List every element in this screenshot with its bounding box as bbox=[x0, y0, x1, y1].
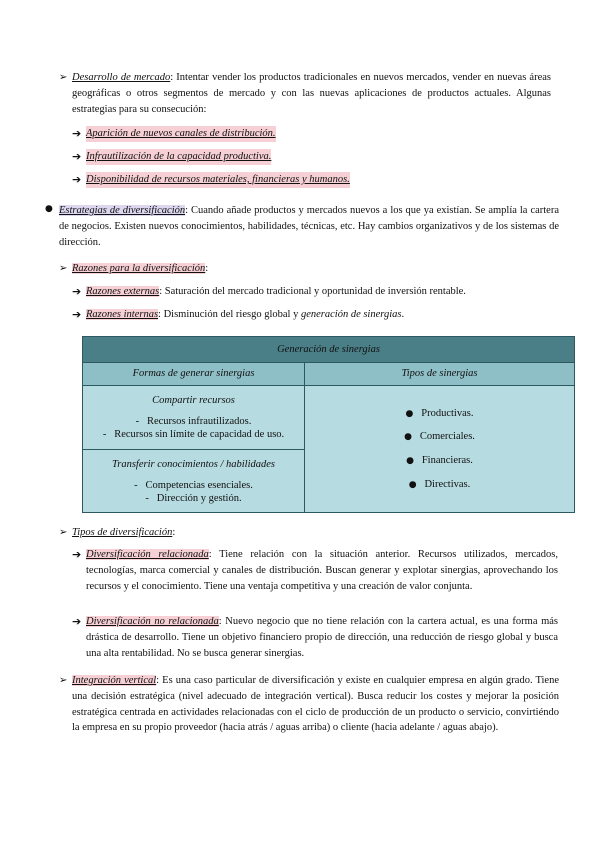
tipos-colon: : bbox=[172, 527, 176, 538]
razones-internas-end: . bbox=[401, 309, 405, 320]
section-estrategias-diversificacion bbox=[45, 203, 559, 250]
group-title: Transferir conocimientos / habilidades bbox=[111, 458, 276, 470]
table-list-item bbox=[305, 429, 574, 445]
term-diversificacion-relacionada: Diversificación relacionada bbox=[86, 549, 209, 560]
table-list-item bbox=[83, 428, 304, 441]
triangle-bullet-icon: ➢ bbox=[59, 527, 68, 538]
group-title: Compartir recursos bbox=[152, 395, 235, 407]
integracion-vertical-text: : Es una caso particular de diversificación y existe en cualquier empresa en algún grado. Tiene una decisión estratégica (nivel adecuado de integración vertical). Busca reducir los costes y mejorar la posición estratégica centrada en actividades relacionadas con el ciclo de producción de un producto o servicio, convirtiéndo la empresa en su propio proveedor (hacia atrás / aguas arriba) o cliente (hacia adelante / aguas abajo). bbox=[72, 675, 559, 734]
arrow-bullet-icon: ➔ bbox=[72, 127, 82, 140]
table-list-item bbox=[305, 477, 574, 493]
triangle-bullet-icon: ➢ bbox=[59, 72, 68, 83]
list-item bbox=[72, 172, 542, 188]
section-desarrollo-mercado bbox=[59, 70, 551, 117]
term-diversificacion-no-relacionada: Diversificación no relacionada bbox=[86, 616, 219, 627]
sinergias-table bbox=[82, 336, 575, 513]
desarrollo-mercado-text: : Intentar vender los productos tradicionales en nuevos mercados, vender en nuevas áreas geográficas o otros segmentos de mercado y con las nuevas aplicaciones de productos actuales. Algunas estrategias para su consecución: bbox=[72, 72, 551, 115]
dash-icon: - bbox=[145, 492, 149, 504]
term-tipos-diversificacion: Tipos de diversificación bbox=[72, 527, 173, 538]
diversificacion-relacionada-text: : Tiene relación con la situación anterior. Recursos utilizados, mercados, tecnologías, marca comercial y canales de distribución. Buscan generar y explotar sinergias, aprovechando los recursos y el conocimiento. Tiene una ventaja competitiva y una creación de valor conjunta. bbox=[86, 549, 558, 592]
razones-externas-line bbox=[86, 284, 466, 300]
item-text: Directivas. bbox=[424, 478, 471, 490]
desarrollo-mercado-paragraph bbox=[72, 70, 551, 117]
list-item bbox=[72, 307, 552, 323]
sinergias-italic: generación de sinergias bbox=[300, 309, 402, 320]
table-title: Generación de sinergias bbox=[83, 337, 575, 363]
term-integracion-vertical: Integración vertical bbox=[72, 675, 157, 686]
razones-internas-line bbox=[86, 307, 404, 323]
strategy-item-1: Aparición de nuevos canales de distribución. bbox=[86, 126, 276, 142]
bullet-icon: ● bbox=[406, 456, 414, 467]
razones-heading bbox=[72, 261, 208, 277]
table-list-item bbox=[83, 415, 304, 428]
section-integracion-vertical bbox=[59, 673, 559, 736]
diversificacion-text: : Cuando añade productos y mercados nuevos a los que ya existían. Se amplía la cartera de negocios. Existen nuevos conocimientos, habilidades, técnicas, etc. Hay cambios organizativos y de los sistemas de dirección. bbox=[59, 205, 559, 248]
integracion-vertical-paragraph bbox=[72, 673, 559, 736]
table-col-formas: Formas de generar sinergias bbox=[83, 363, 305, 386]
dash-icon: - bbox=[135, 416, 140, 428]
bullet-icon: ● bbox=[408, 479, 417, 490]
item-text: Competencias esenciales. bbox=[145, 479, 253, 491]
list-item bbox=[72, 547, 558, 594]
bullet-icon: ● bbox=[404, 432, 412, 443]
section-tipos-diversificacion bbox=[59, 525, 551, 541]
item-text: Recursos infrautilizados. bbox=[146, 416, 252, 428]
dash-icon: - bbox=[134, 479, 138, 491]
term-razones: Razones para la diversificación bbox=[72, 263, 206, 274]
item-text: Comerciales. bbox=[419, 431, 475, 443]
bullet-icon: ● bbox=[405, 408, 414, 419]
bullet-icon: ● bbox=[45, 204, 53, 214]
item-text: Financieras. bbox=[421, 455, 473, 467]
razones-externas-text: : Saturación del mercado tradicional y oportunidad de inversión rentable. bbox=[159, 286, 466, 297]
arrow-bullet-icon: ➔ bbox=[72, 308, 82, 321]
item-text: Productivas. bbox=[421, 407, 474, 419]
term-desarrollo-mercado: Desarrollo de mercado bbox=[72, 72, 171, 83]
list-item bbox=[72, 126, 542, 142]
list-item bbox=[72, 284, 552, 300]
term-razones-externas: Razones externas bbox=[86, 286, 160, 297]
diversificacion-no-relacionada-paragraph bbox=[86, 614, 558, 661]
diversificacion-relacionada-paragraph bbox=[86, 547, 558, 594]
term-estrategias-diversificacion: Estrategias de diversificación bbox=[59, 205, 186, 216]
arrow-bullet-icon: ➔ bbox=[72, 285, 82, 298]
cell-transferir-conocimientos bbox=[83, 449, 305, 512]
term-razones-internas: Razones internas bbox=[86, 309, 159, 320]
item-text: Recursos sin límite de capacidad de uso. bbox=[114, 429, 285, 441]
triangle-bullet-icon: ➢ bbox=[59, 263, 68, 274]
table-list-item bbox=[305, 453, 574, 469]
diversificacion-paragraph bbox=[59, 203, 559, 250]
dash-icon: - bbox=[102, 429, 107, 441]
diversificacion-no-relacionada-text: : Nuevo negocio que no tiene relación con la cartera actual, es una forma más drástica de desarrollo. Tiene un objetivo financiero propio de dirección, una reducción de riesgo global y busca una alta rentabilidad. No se busca generar sinergias. bbox=[86, 616, 558, 659]
cell-compartir-recursos bbox=[83, 386, 305, 449]
arrow-bullet-icon: ➔ bbox=[72, 173, 82, 186]
razones-internas-text: : Disminución del riesgo global y bbox=[158, 309, 301, 320]
arrow-bullet-icon: ➔ bbox=[72, 548, 82, 561]
section-razones bbox=[59, 261, 551, 277]
triangle-bullet-icon: ➢ bbox=[59, 675, 68, 686]
list-item bbox=[72, 614, 558, 661]
table-list-item bbox=[305, 406, 574, 422]
table-list-item bbox=[83, 492, 304, 505]
tipos-heading bbox=[72, 525, 175, 541]
strategy-item-3: Disponibilidad de recursos materiales, financieras y humanos. bbox=[86, 172, 350, 188]
list-item bbox=[72, 149, 542, 165]
arrow-bullet-icon: ➔ bbox=[72, 615, 82, 628]
strategy-item-2: Infrautilización de la capacidad productiva. bbox=[86, 149, 271, 165]
item-text: Dirección y gestión. bbox=[156, 492, 242, 504]
razones-colon: : bbox=[205, 263, 209, 274]
cell-tipos-sinergias bbox=[305, 386, 575, 513]
table-list-item bbox=[83, 479, 304, 492]
table-col-tipos: Tipos de sinergias bbox=[305, 363, 575, 386]
arrow-bullet-icon: ➔ bbox=[72, 150, 82, 163]
